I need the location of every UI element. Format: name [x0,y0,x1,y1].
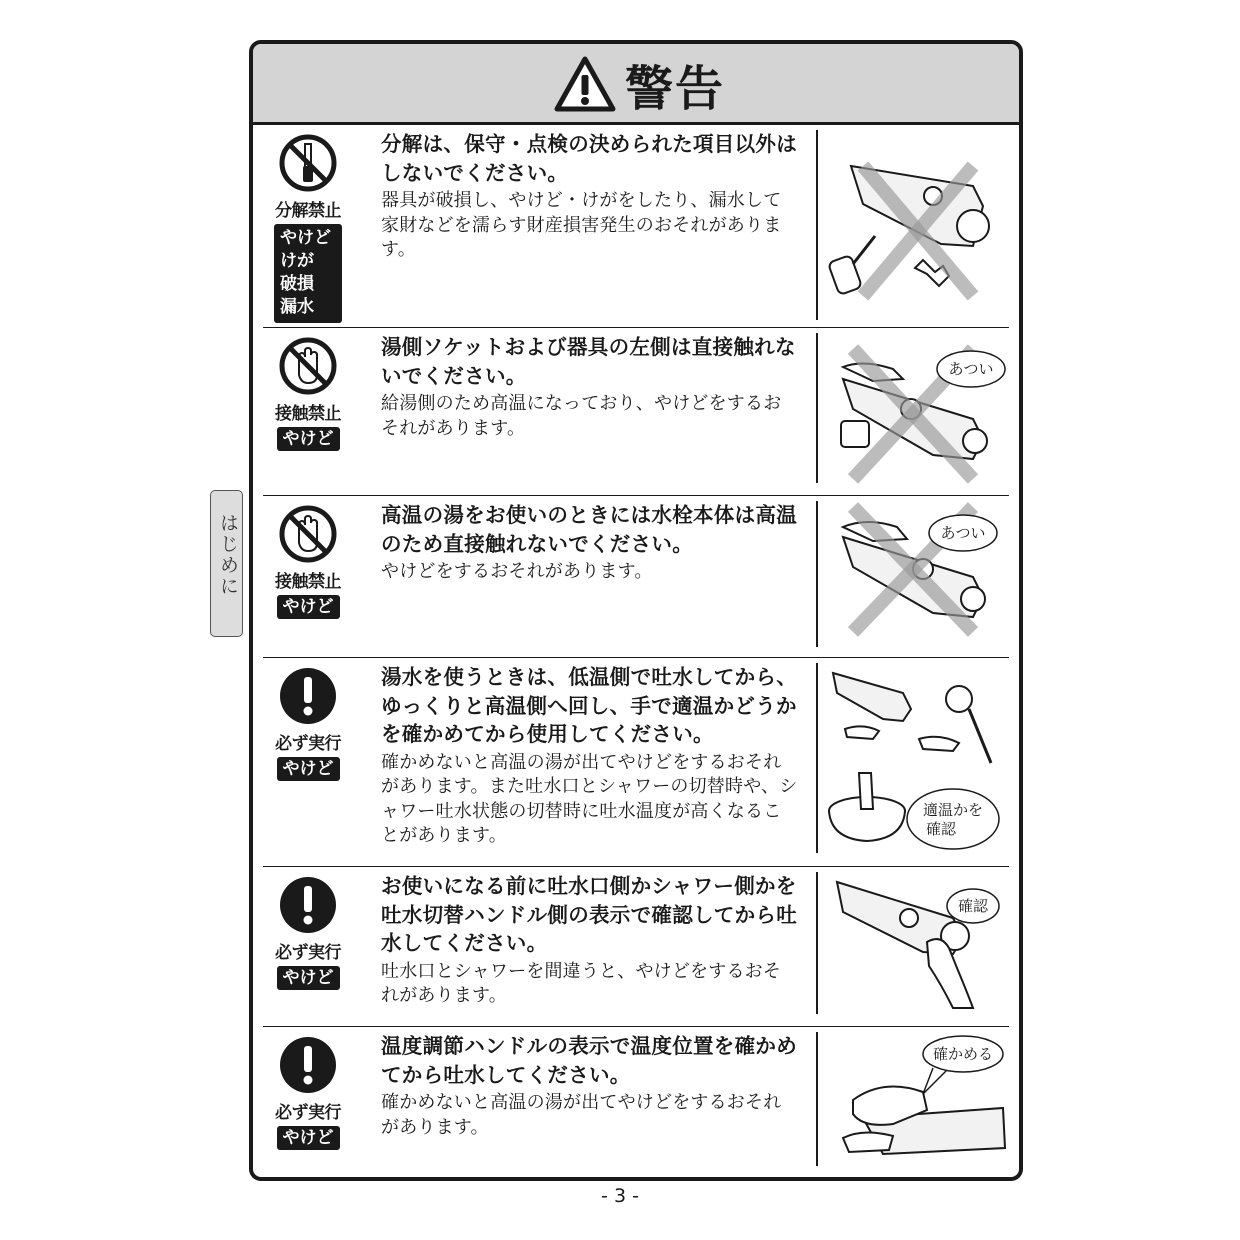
bubble-confirm: 確認 [925,820,957,838]
warning-item-outlet-check [263,868,1009,1027]
bubble-check-temperature: 適温かを [922,801,984,819]
warning-heading: 高温の湯をお使いのときには水栓本体は高温のため直接触れないでください。 [381,503,797,556]
no-disassembly-icon [277,132,339,194]
warning-header [253,44,1019,125]
section-tab-label: はじめに [217,513,239,597]
mandatory-action-icon [277,665,339,727]
warning-heading: 湯水を使うときは、低温側で吐水してから、ゆっくりと高温側へ回し、手で適温かどうかを確かめてから使用してください。 [381,665,797,746]
warning-body: 器具が破損し、やけど・けがをしたり、漏水して家財などを濡らす財産損害発生のおそれがあります。 [381,190,782,260]
page-number: - 3 - [601,1185,639,1207]
mandatory-action-icon [277,874,339,936]
warning-heading: 温度調節ハンドルの表示で温度位置を確かめてから吐水してください。 [381,1034,797,1087]
warning-heading: お使いになる前に吐水口側かシャワー側かを吐水切替ハンドル側の表示で確認してから吐水してください。 [381,874,797,955]
warning-item-hot-body [263,497,1009,658]
hot-socket-illustration [823,329,1009,495]
symbol-label: 接触禁止 [275,404,341,424]
section-tab-introduction[interactable] [210,490,243,637]
warning-body: 確かめないと高温の湯が出てやけどをするおそれがあります。 [381,1092,782,1138]
warning-body: 給湯側のため高温になっており、やけどをするおそれがあります。 [381,393,782,439]
warning-panel [249,40,1023,1181]
warning-item-hot-socket [263,329,1009,496]
symbol-label: 必ず実行 [275,1103,341,1123]
warning-item-temperature-position [263,1028,1009,1173]
bubble-verify: 確かめる [932,1045,994,1063]
faucet-disassembly-illustration [823,126,1009,326]
no-touch-icon [277,503,339,565]
mandatory-action-icon [277,1034,339,1096]
warning-item-temperature-check [263,659,1009,867]
hazard-badge: やけど [277,595,340,619]
bubble-hot: あつい [940,524,986,542]
hazard-badge: やけど けが 破損 漏水 [274,224,342,323]
hazard-badge: やけど [277,757,340,781]
hazard-badge: やけど [277,1126,340,1150]
symbol-label: 必ず実行 [275,943,341,963]
hot-body-illustration [823,497,1009,657]
warning-item-disassembly [263,126,1009,328]
no-touch-icon [277,335,339,397]
warning-triangle-icon [553,55,617,113]
hazard-badge: やけど [277,966,340,990]
warning-heading: 分解は、保守・点検の決められた項目以外はしないでください。 [381,132,797,185]
warning-title: 警告 [625,60,726,117]
outlet-check-illustration [823,868,1009,1026]
symbol-label: 接触禁止 [275,572,341,592]
warning-body: やけどをするおそれがあります。 [381,561,653,582]
warning-body: 確かめないと高温の湯が出てやけどをするおそれがあります。また吐水口とシャワーの切替時や、シャワー吐水状態の切替時に吐水温度が高くなることがあります。 [381,751,798,846]
bubble-confirm: 確認 [957,897,989,915]
hazard-badge: やけど [277,427,340,451]
bubble-hot: あつい [948,360,994,378]
temperature-position-illustration [823,1028,1009,1173]
symbol-label: 必ず実行 [275,734,341,754]
temperature-check-illustration [823,659,1009,866]
warning-body: 吐水口とシャワーを間違うと、やけどをするおそれがあります。 [381,960,782,1006]
warning-heading: 湯側ソケットおよび器具の左側は直接触れないでください。 [381,335,796,388]
symbol-label: 分解禁止 [275,201,341,221]
